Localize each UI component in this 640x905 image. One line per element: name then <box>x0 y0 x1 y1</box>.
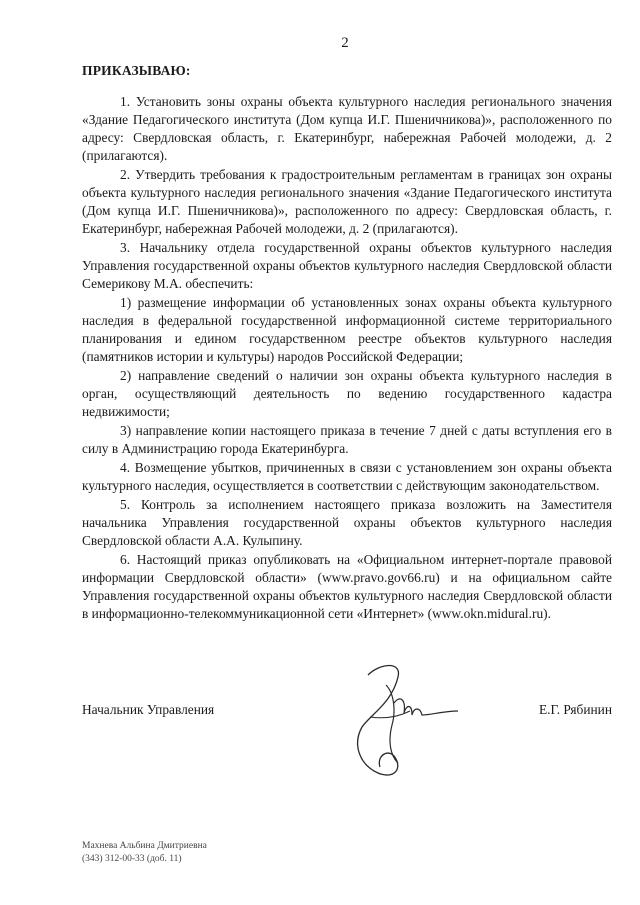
order-body <box>82 93 612 624</box>
executor-name: Махнева Альбина Дмитриевна <box>82 841 207 851</box>
paragraph-2: 2. Утвердить требования к градостроительным регламентам в границах зон охраны объекта культурного наследия регионального значения «Здание Педагогического института (Дом купца И.Г. Пшеничникова)», расположенного по адресу: Свердловская область, г. Екатеринбург, набережная Рабочей молодежи, д. 2 (прилагаются). <box>82 167 612 236</box>
page-number: 2 <box>341 35 349 51</box>
paragraph-6: 6. Настоящий приказ опубликовать на «Официальном интернет-портале правовой информации Свердловской области» (www.pravo.gov66.ru) и на официальном сайте Управления государственной охраны объектов культурного наследия Свердловской области в информационно-телекоммуникационной сети «Интернет» (www.okn.midural.ru). <box>82 552 612 621</box>
paragraph-3-2: 2) направление сведений о наличии зон охраны объекта культурного наследия в орган, осуществляющий деятельность по ведению государственного кадастра недвижимости; <box>82 368 612 419</box>
paragraph-5: 5. Контроль за исполнением настоящего приказа возложить на Заместителя начальника Управления государственной охраны объектов культурного наследия Свердловской области А.А. Кулыпину. <box>82 497 612 548</box>
signature-block <box>82 702 612 724</box>
paragraph-3-3: 3) направление копии настоящего приказа в течение 7 дней с даты вступления его в силу в Администрацию города Екатеринбурга. <box>82 423 612 456</box>
order-heading: ПРИКАЗЫВАЮ: <box>82 63 191 78</box>
signatory-name: Е.Г. Рябинин <box>538 702 612 717</box>
paragraph-4: 4. Возмещение убытков, причиненных в связи с установлением зон охраны объекта культурного наследия, осуществляется в соответствии с действующим законодательством. <box>82 460 612 493</box>
paragraph-3-1: 1) размещение информации об установленных зонах охраны объекта культурного наследия в федеральной государственной информационной системе территориального планирования и едином государственном реестре объектов культурного наследия (памятников истории и культуры) народов Российской Федерации; <box>82 295 612 364</box>
paragraph-1: 1. Установить зоны охраны объекта культурного наследия регионального значения «Здание Педагогического института (Дом купца И.Г. Пшеничникова)», расположенного по адресу: Свердловская область, г. Екатеринбург, набережная Рабочей молодежи, д. 2 (прилагаются). <box>82 94 612 163</box>
executor-info <box>82 840 207 866</box>
executor-phone: (343) 312-00-33 (доб. 11) <box>82 854 182 864</box>
signatory-title: Начальник Управления <box>82 702 215 717</box>
paragraph-3: 3. Начальнику отдела государственной охраны объектов культурного наследия Управления государственной охраны объектов культурного наследия Свердловской области Семерикову М.А. обеспечить: <box>82 240 612 291</box>
